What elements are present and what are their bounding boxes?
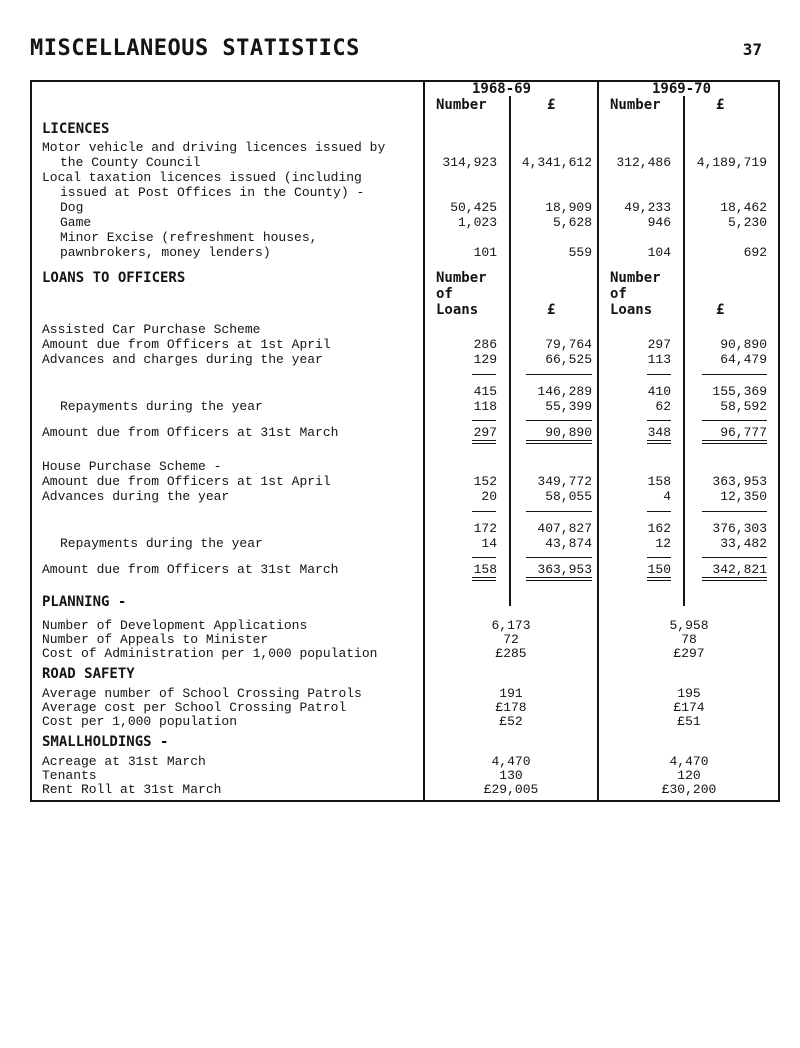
column-header-number: Number	[436, 97, 487, 113]
value-cell: 5,958	[669, 618, 709, 633]
value-cell: 4,470	[491, 754, 531, 769]
value-cell: 72	[503, 632, 519, 647]
value-cell: 64,479	[720, 352, 767, 367]
year-header-1969-70: 1969-70	[652, 81, 712, 97]
value-cell: 349,772	[537, 474, 592, 489]
value-cell: 78	[681, 632, 697, 647]
column-header-pound: £	[547, 302, 556, 318]
row-label: Cost of Administration per 1,000 population	[42, 646, 378, 661]
value-cell: 146,289	[537, 384, 592, 399]
total-double-rule	[472, 577, 496, 581]
total-double-rule	[526, 577, 592, 581]
row-label: Advances during the year	[42, 489, 230, 504]
value-cell: 286	[473, 337, 497, 352]
row-label: Advances and charges during the year	[42, 352, 323, 367]
row-label: Amount due from Officers at 1st April	[42, 474, 331, 489]
value-cell: £297	[673, 646, 705, 661]
value-cell: 96,777	[720, 425, 767, 440]
value-cell: 342,821	[712, 562, 767, 577]
section-title-planning: PLANNING -	[42, 594, 127, 610]
subtotal-rule	[472, 420, 496, 421]
value-cell: 4,470	[669, 754, 709, 769]
value-cell: 314,923	[442, 155, 497, 170]
value-cell: £52	[499, 714, 523, 729]
value-cell: 5,628	[552, 215, 592, 230]
row-label: Amount due from Officers at 31st March	[42, 425, 339, 440]
value-cell: 18,909	[545, 200, 592, 215]
subtotal-rule	[526, 420, 592, 421]
row-label: the County Council	[60, 155, 201, 170]
value-cell: £30,200	[661, 782, 717, 797]
value-cell: 152	[473, 474, 497, 489]
value-cell: 4,189,719	[696, 155, 767, 170]
column-header-number: Number	[436, 270, 487, 286]
page-number: 37	[742, 40, 762, 59]
value-cell: 407,827	[537, 521, 592, 536]
value-cell: 118	[473, 399, 497, 414]
column-header-loans: Loans	[436, 302, 479, 318]
row-label: Dog	[60, 200, 84, 215]
value-cell: 120	[677, 768, 701, 783]
column-header-of: of	[436, 286, 453, 302]
section-title-loans: LOANS TO OFFICERS	[42, 270, 186, 286]
value-cell: 158	[473, 562, 497, 577]
row-label: Rent Roll at 31st March	[42, 782, 222, 797]
section-title-road-safety: ROAD SAFETY	[42, 666, 135, 682]
subsection-title: House Purchase Scheme -	[42, 459, 222, 474]
subtotal-rule	[526, 374, 592, 375]
row-label: Amount due from Officers at 1st April	[42, 337, 331, 352]
section-title-licences: LICENCES	[42, 121, 110, 137]
value-cell: 4,341,612	[521, 155, 592, 170]
value-cell: 6,173	[491, 618, 531, 633]
row-label: Motor vehicle and driving licences issued by	[42, 140, 386, 155]
value-cell: 55,399	[545, 399, 592, 414]
row-label: Acreage at 31st March	[42, 754, 206, 769]
value-cell: 158	[647, 474, 671, 489]
value-cell: 348	[647, 425, 671, 440]
value-cell: 172	[473, 521, 497, 536]
page-title: MISCELLANEOUS STATISTICS	[30, 36, 360, 61]
value-cell: 410	[647, 384, 671, 399]
total-double-rule	[472, 440, 496, 444]
value-cell: 20	[481, 489, 497, 504]
value-cell: 58,055	[545, 489, 592, 504]
value-cell: 62	[655, 399, 671, 414]
subtotal-rule	[526, 557, 592, 558]
row-label: Game	[60, 215, 92, 230]
value-cell: 104	[647, 245, 671, 260]
subtotal-rule	[472, 511, 496, 512]
value-cell: 376,303	[712, 521, 767, 536]
value-cell: £285	[495, 646, 527, 661]
value-cell: 297	[473, 425, 497, 440]
value-cell: 12,350	[720, 489, 767, 504]
subtotal-rule	[702, 374, 767, 375]
value-cell: 559	[568, 245, 592, 260]
value-cell: 297	[647, 337, 671, 352]
value-cell: 191	[499, 686, 523, 701]
column-header-number: Number	[610, 97, 661, 113]
value-cell: 946	[647, 215, 671, 230]
row-label: pawnbrokers, money lenders)	[60, 245, 271, 260]
value-cell: 18,462	[720, 200, 767, 215]
row-label: Local taxation licences issued (including	[42, 170, 362, 185]
row-label: Number of Appeals to Minister	[42, 632, 269, 647]
subtotal-rule	[702, 557, 767, 558]
value-cell: 130	[499, 768, 523, 783]
total-double-rule	[526, 440, 592, 444]
value-cell: 58,592	[720, 399, 767, 414]
value-cell: 162	[647, 521, 671, 536]
value-cell: 4	[663, 489, 671, 504]
subtotal-rule	[647, 511, 671, 512]
row-label: Repayments during the year	[60, 536, 263, 551]
value-cell: 129	[473, 352, 497, 367]
subtotal-rule	[472, 557, 496, 558]
total-double-rule	[702, 577, 767, 581]
row-label: Tenants	[42, 768, 97, 783]
value-cell: 14	[481, 536, 497, 551]
total-double-rule	[647, 440, 671, 444]
row-label: Average cost per School Crossing Patrol	[42, 700, 347, 715]
value-cell: 363,953	[537, 562, 592, 577]
total-double-rule	[647, 577, 671, 581]
row-label: issued at Post Offices in the County) -	[60, 185, 365, 200]
value-cell: 692	[743, 245, 767, 260]
row-label: Amount due from Officers at 31st March	[42, 562, 339, 577]
value-cell: 79,764	[545, 337, 592, 352]
value-cell: 5,230	[727, 215, 767, 230]
row-label: Cost per 1,000 population	[42, 714, 238, 729]
column-header-pound: £	[716, 302, 725, 318]
subtotal-rule	[647, 374, 671, 375]
value-cell: 1,023	[457, 215, 497, 230]
subtotal-rule	[702, 511, 767, 512]
value-cell: 150	[647, 562, 671, 577]
value-cell: 195	[677, 686, 701, 701]
subsection-title: Assisted Car Purchase Scheme	[42, 322, 261, 337]
column-header-of: of	[610, 286, 627, 302]
subtotal-rule	[472, 374, 496, 375]
value-cell: 312,486	[616, 155, 671, 170]
value-cell: 155,369	[712, 384, 767, 399]
column-header-number: Number	[610, 270, 661, 286]
value-cell: 90,890	[720, 337, 767, 352]
value-cell: 415	[473, 384, 497, 399]
value-cell: 43,874	[545, 536, 592, 551]
value-cell: 33,482	[720, 536, 767, 551]
total-double-rule	[702, 440, 767, 444]
value-cell: 90,890	[545, 425, 592, 440]
year-header-1968-69: 1968-69	[472, 81, 532, 97]
section-title-smallholdings: SMALLHOLDINGS -	[42, 734, 169, 750]
value-cell: 50,425	[450, 200, 497, 215]
value-cell: £174	[673, 700, 705, 715]
subtotal-rule	[702, 420, 767, 421]
subtotal-rule	[647, 557, 671, 558]
value-cell: 101	[473, 245, 497, 260]
value-cell: 363,953	[712, 474, 767, 489]
value-cell: 49,233	[624, 200, 671, 215]
row-label: Average number of School Crossing Patrols	[42, 686, 362, 701]
value-cell: 113	[647, 352, 671, 367]
value-cell: 12	[655, 536, 671, 551]
column-header-pound: £	[716, 97, 725, 113]
value-cell: 66,525	[545, 352, 592, 367]
column-header-pound: £	[547, 97, 556, 113]
subtotal-rule	[647, 420, 671, 421]
value-cell: £29,005	[483, 782, 539, 797]
value-cell: £51	[677, 714, 701, 729]
row-label: Number of Development Applications	[42, 618, 308, 633]
row-label: Repayments during the year	[60, 399, 263, 414]
column-header-loans: Loans	[610, 302, 653, 318]
row-label: Minor Excise (refreshment houses,	[60, 230, 318, 245]
value-cell: £178	[495, 700, 527, 715]
subtotal-rule	[526, 511, 592, 512]
